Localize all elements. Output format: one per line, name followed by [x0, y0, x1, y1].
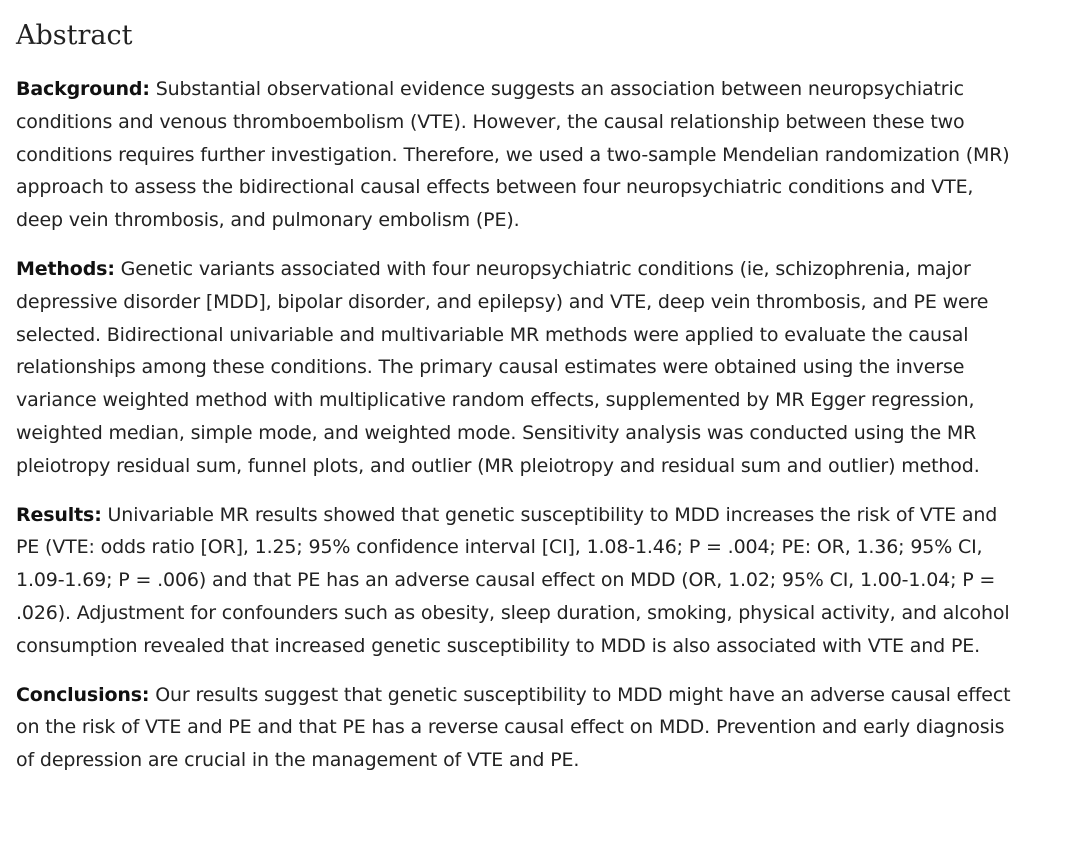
- conclusions-text: Our results suggest that genetic susceptibility to MDD might have an adverse causal effect on the risk of VTE and PE and that PE has a reverse causal effect on MDD. Prevention and early diagnosis of depression are crucial in the management of VTE and PE.: [16, 683, 1011, 772]
- methods-label: Methods:: [16, 258, 115, 281]
- results-paragraph: [16, 499, 1016, 663]
- abstract-section: [16, 18, 1016, 793]
- abstract-heading: Abstract: [16, 20, 133, 51]
- methods-paragraph: [16, 253, 1016, 483]
- conclusions-paragraph: [16, 679, 1016, 777]
- results-text: Univariable MR results showed that genetic susceptibility to MDD increases the risk of VTE and PE (VTE: odds ratio [OR], 1.25; 95% confidence interval [CI], 1.08-1.46; P = .004; PE: OR, 1.36; 95% CI, 1.09-1.69; P = .006) and that PE has an adverse causal effect on MDD (OR, 1.02; 95% CI, 1.00-1.04; P = .026). Adjustment for confounders such as obesity, sleep duration, smoking, physical activity, and alcohol consumption revealed that increased genetic susceptibility to MDD is also associated with VTE and PE.: [16, 503, 1010, 657]
- conclusions-label: Conclusions:: [16, 683, 150, 706]
- methods-text: Genetic variants associated with four neuropsychiatric conditions (ie, schizophrenia, major depressive disorder [MDD], bipolar disorder, and epilepsy) and VTE, deep vein thrombosis, and PE were selected. Bidirectional univariable and multivariable MR methods were applied to evaluate the causal relationships among these conditions. The primary causal estimates were obtained using the inverse variance weighted method with multiplicative random effects, supplemented by MR Egger regression, weighted median, simple mode, and weighted mode. Sensitivity analysis was conducted using the MR pleiotropy residual sum, funnel plots, and outlier (MR pleiotropy and residual sum and outlier) method.: [16, 258, 989, 477]
- results-label: Results:: [16, 503, 102, 526]
- background-text: Substantial observational evidence suggests an association between neuropsychiatric conditions and venous thromboembolism (VTE). However, the causal relationship between these two conditions requires further investigation. Therefore, we used a two-sample Mendelian randomization (MR) approach to assess the bidirectional causal effects between four neuropsychiatric conditions and VTE, deep vein thrombosis, and pulmonary embolism (PE).: [16, 78, 1010, 232]
- background-label: Background:: [16, 78, 150, 101]
- background-paragraph: [16, 73, 1016, 237]
